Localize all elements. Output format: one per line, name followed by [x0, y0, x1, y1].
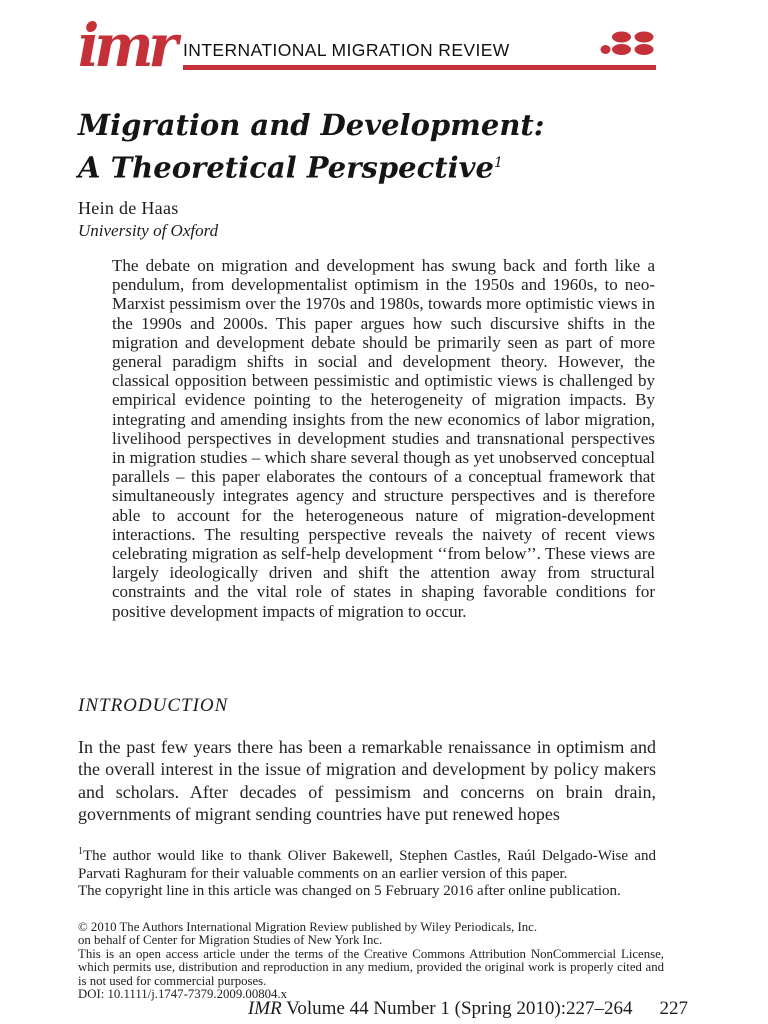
journal-name: INTERNATIONAL MIGRATION REVIEW	[183, 39, 510, 60]
section-heading-introduction: INTRODUCTION	[78, 695, 229, 716]
copyright-line1: © 2010 The Authors International Migration Review published by Wiley Periodicals, Inc.	[78, 920, 538, 934]
article-title	[78, 106, 678, 187]
imr-logo: imr	[78, 11, 174, 81]
author-affiliation: University of Oxford	[78, 221, 219, 240]
imr-dots-icon	[600, 29, 656, 61]
footnote-acknowledgement-text: The author would like to thank Oliver Bakewell, Stephen Castles, Raúl Delgado-Wise and Parvati Raghuram for their valuable comments on an earlier version of this paper.	[78, 848, 656, 882]
journal-header	[78, 11, 656, 81]
article-title-line2-text: A Theoretical Perspective	[78, 150, 494, 185]
footnote-marker: 1	[78, 846, 83, 857]
article-title-line1: Migration and Development:	[78, 108, 545, 142]
license-text: This is an open access article under the terms of the Creative Commons Attribution NonCommercial License, which permits use, distribution and reproduction in any medium, provided the original work is properly cited and is not used for commercial purposes.	[78, 946, 664, 988]
footnote-copyright-change-note: The copyright line in this article was changed on 5 February 2016 after online publication.	[78, 883, 621, 900]
page-footer	[248, 998, 688, 1020]
body-paragraph: In the past few years there has been a remarkable renaissance in optimism and the overall interest in the issue of migration and development by policy makers and scholars. After decades of pessimism and concerns on brain drain, governments of migrant sending countries have put renewed hopes	[78, 737, 656, 824]
doi-text: DOI: 10.1111/j.1747-7379.2009.00804.x	[78, 987, 288, 1002]
author-name: Hein de Haas	[78, 198, 179, 218]
header-rule	[183, 29, 656, 70]
footnote-block	[78, 843, 656, 901]
copyright-line2: on behalf of Center for Migration Studies of New York Inc.	[78, 933, 383, 948]
footnote-acknowledgement	[78, 843, 656, 883]
title-footnote-marker: 1	[493, 155, 503, 171]
footer-citation	[248, 998, 633, 1020]
footer-journal-abbrev: IMR	[247, 998, 282, 1019]
imprint-block	[78, 921, 664, 1001]
footer-page-number: 227	[659, 998, 688, 1019]
footer-citation-text: Volume 44 Number 1 (Spring 2010):227–264	[286, 998, 633, 1019]
article-title-line2	[78, 144, 678, 187]
abstract-text: The debate on migration and development has swung back and forth like a pendulum, from developmentalist optimism in the 1950s and 1960s, to neo-Marxist pessimism over the 1970s and 1980s, towards more optimistic views in the 1990s and 2000s. This paper argues how such discursive shifts in the migration and development debate should be primarily seen as part of more general paradigm shifts in social and development theory. However, the classical opposition between pessimistic and optimistic views is challenged by empirical evidence pointing to the heterogeneity of migration impacts. By integrating and amending insights from the new economics of labor migration, livelihood perspectives in development studies and transnational perspectives in migration studies – which share several though as yet unobserved conceptual parallels – this paper elaborates the contours of a conceptual framework that simultaneously integrates agency and structure perspectives and is therefore able to account for the heterogeneous nature of migration-development interactions. The resulting perspective reveals the naivety of recent views celebrating migration as self-help development ‘‘from below’’. These views are largely ideologically driven and shift the attention away from structural constraints and the vital role of states in shaping favorable conditions for positive development impacts of migration to occur.	[112, 256, 655, 621]
